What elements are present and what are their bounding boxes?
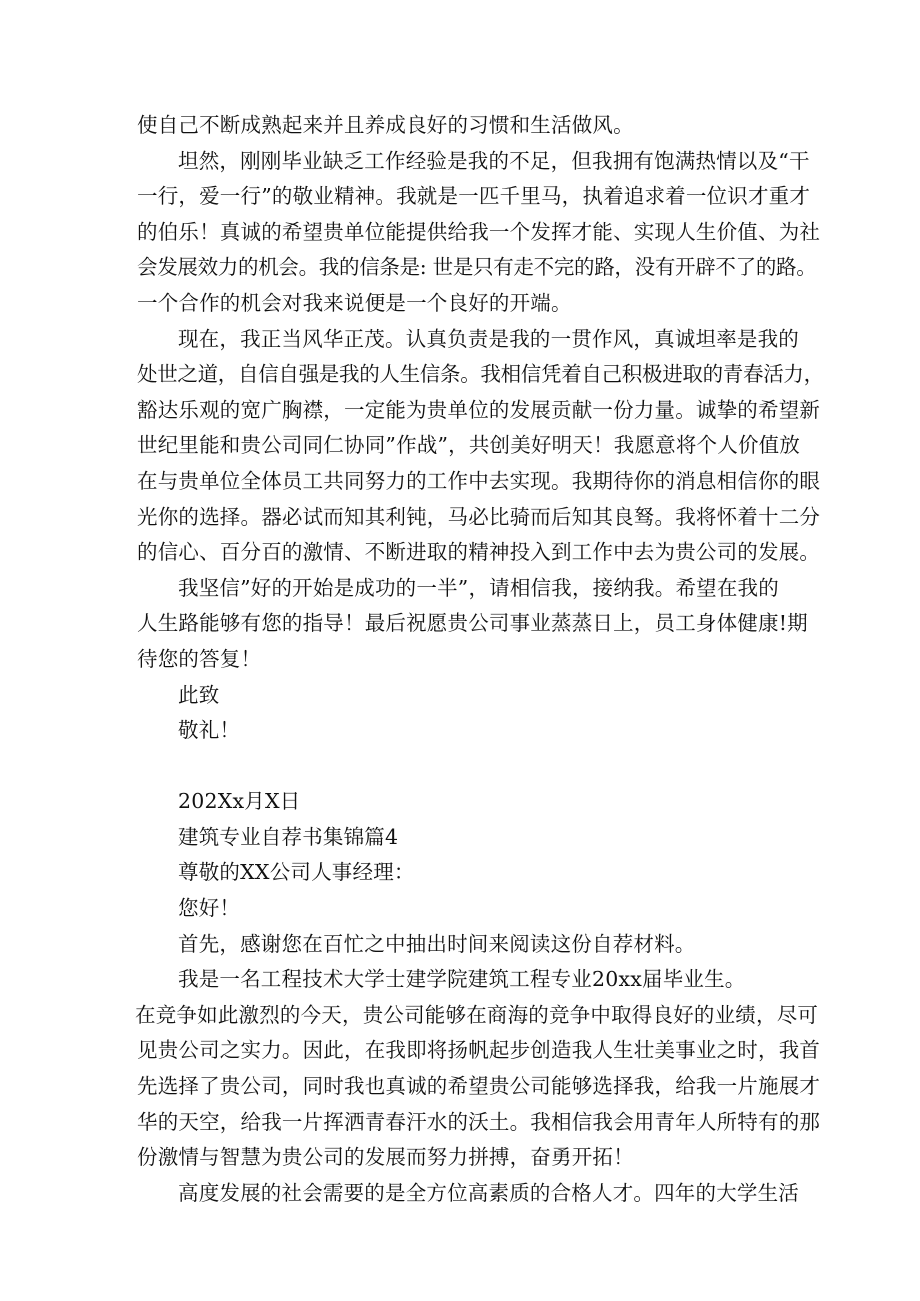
text-line: 待您的答复！ [137,646,262,671]
text-line: 豁达乐观的宽广胸襟，一定能为贵单位的发展贡献一份力量。诚挚的希望新 [137,397,821,422]
text-line: 我坚信”好的开始是成功的一半”，请相信我，接纳我。希望在我的 [178,575,779,600]
letter-addressee: 尊敬的XX公司人事经理： [178,860,415,885]
closing-regards: 敬礼！ [178,718,241,743]
text-line: 见贵公司之实力。因此，在我即将扬帆起步创造我人生壮美事业之时，我首 [137,1038,821,1063]
text-line: 一个合作的机会对我来说便是一个良好的开端。 [137,290,572,315]
text-line: 在与贵单位全体员工共同努力的工作中去实现。我期待你的消息相信你的眼 [137,468,821,493]
blank-line [137,749,797,785]
text-line: 坦然，刚刚毕业缺乏工作经验是我的不足，但我拥有饱满热情以及“干 [178,148,810,173]
text-line: 首先，感谢您在百忙之中抽出时间来阅读这份自荐材料。 [178,931,696,956]
text-line: 的信心、百分百的激情、不断进取的精神投入到工作中去为贵公司的发展。 [137,540,821,565]
text-line: 光你的选择。器必试而知其利钝，马必比骑而后知其良驽。我将怀着十二分 [137,504,821,529]
date-line: 202Xx月X日 [178,789,301,814]
text-line: 在竞争如此激烈的今天，贵公司能够在商海的竞争中取得良好的业绩，尽可 [135,1002,819,1027]
text-line: 华的天空，给我一片挥洒青春汗水的沃土。我相信我会用青年人所特有的那 [137,1109,821,1134]
text-line: 现在，我正当风华正茂。认真负责是我的一贯作风，真诚坦率是我的 [178,326,799,351]
text-line: 会发展效力的机会。我的信条是: 世是只有走不完的路，没有开辟不了的路。 [137,255,817,280]
text-line: 使自己不断成熟起来并且养成良好的习惯和生活做风。 [137,113,634,137]
text-line: 处世之道，自信自强是我的人生信条。我相信凭着自己积极进取的青春活力， [137,362,824,387]
text-line: 我是一名工程技术大学士建学院建筑工程专业20xx届毕业生。 [178,967,746,992]
text-line: 一行，爱一行”的敬业精神。我就是一匹千里马，执着追求着一位识才重才 [137,184,811,209]
closing-salutation: 此致 [178,682,220,707]
section-heading: 建筑专业自荐书集锦篇4 [178,824,399,849]
text-line: 的伯乐！真诚的希望贵单位能提供给我一个发挥才能、实现人生价值、为社 [137,219,821,244]
text-line: 世纪里能和贵公司同仁协同”作战”，共创美好明天！我愿意将个人价值放 [137,433,801,458]
text-line: 人生路能够有您的指导！最后祝愿贵公司事业蒸蒸日上，员工身体健康!期 [137,611,808,636]
document-body [135,108,824,1211]
letter-greeting: 您好！ [178,896,241,921]
text-line: 先选择了贵公司，同时我也真诚的希望贵公司能够选择我，给我一片施展才 [137,1074,821,1099]
text-line: 份激情与智慧为贵公司的发展而努力拼搏，奋勇开拓！ [137,1145,634,1170]
text-line: 高度发展的社会需要的是全方位高素质的合格人才。四年的大学生活 [178,1180,799,1205]
